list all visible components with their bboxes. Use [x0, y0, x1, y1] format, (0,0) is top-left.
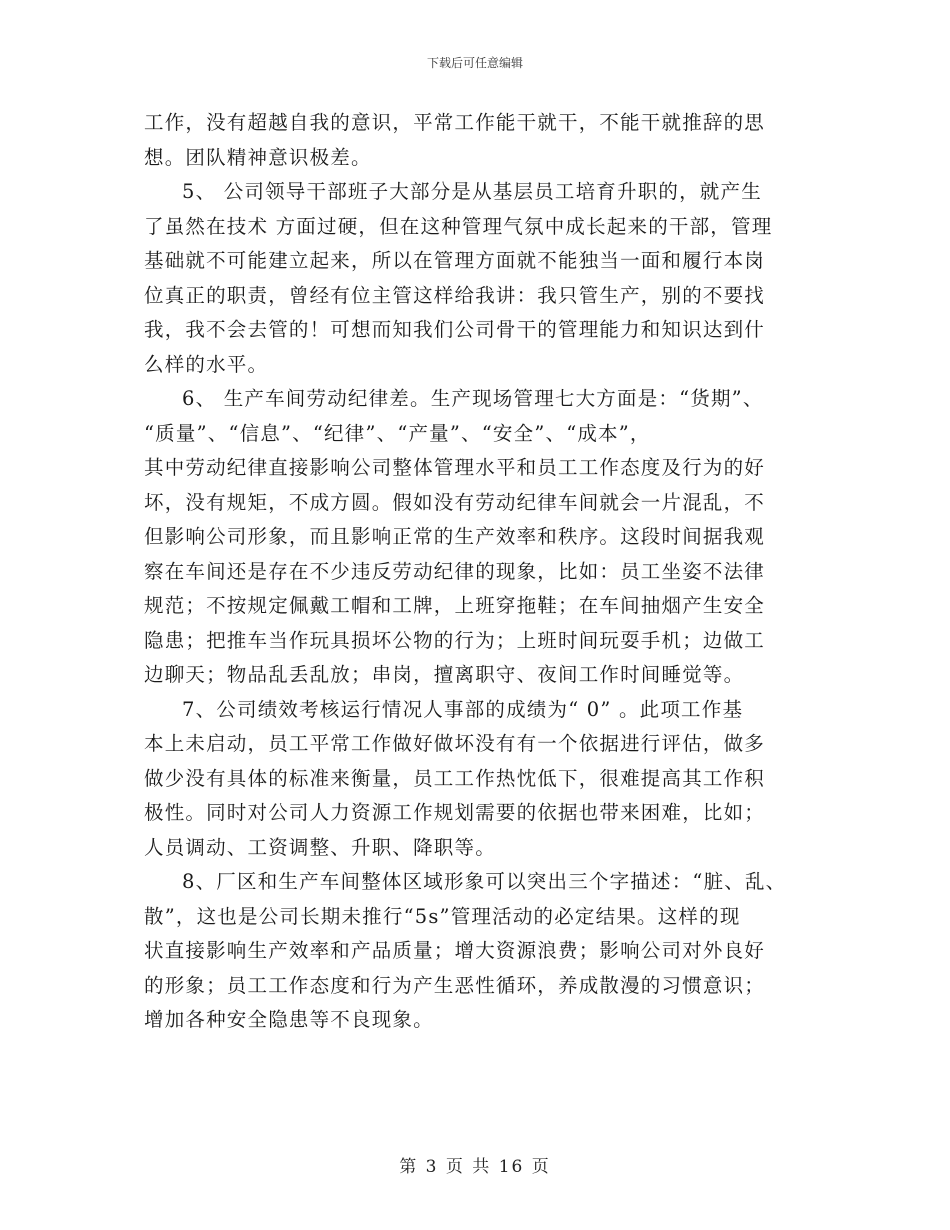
text-line: 么样的水平。	[144, 352, 269, 376]
text-line: 我，我不会去管的！可想而知我们公司骨干的管理能力和知识达到什	[144, 318, 766, 341]
text-line: 规范；不按规定佩戴工帽和工牌，上班穿拖鞋；在车间抽烟产生安全	[144, 594, 766, 617]
text-line: 状直接影响生产效率和产品质量；增大资源浪费；影响公司对外良好	[144, 939, 766, 962]
page-number-footer: 第 3 页 共 16 页	[399, 1157, 551, 1177]
text-line: 极性。同时对公司人力资源工作规划需要的依据也带来困难，比如；	[144, 801, 766, 824]
text-line: 7、公司绩效考核运行情况人事部的成绩为“ 0” 。此项工作基	[182, 697, 744, 721]
text-line: 的形象；员工工作态度和行为产生恶性循环，养成散漫的习惯意识；	[144, 973, 766, 997]
text-line: 但影响公司形象，而且影响正常的生产效率和秩序。这段时间据我观	[144, 525, 766, 548]
text-line: 6、 生产车间劳动纪律差。生产现场管理七大方面是：“货期”、	[182, 387, 764, 410]
text-line: 其中劳动纪律直接影响公司整体管理水平和员工工作态度及行为的好	[144, 456, 766, 479]
text-line: 本上未启动，员工平常工作做好做坏没有有一个依据进行评估，做多	[144, 732, 766, 755]
text-line: 察在车间还是存在不少违反劳动纪律的现象，比如：员工坐姿不法律	[144, 559, 766, 583]
text-line: 基础就不可能建立起来，所以在管理方面就不能独当一面和履行本岗	[144, 249, 766, 272]
text-line: 位真正的职责，曾经有位主管这样给我讲：我只管生产，别的不要找	[144, 283, 766, 307]
text-line: 增加各种安全隐患等不良现象。	[144, 1008, 434, 1031]
text-line: 8、厂区和生产车间整体区域形象可以突出三个字描述：“脏、乱、	[182, 870, 787, 893]
text-line: “质量”、“信息”、“纪律”、“产量”、“安全”、“成本”，	[144, 421, 651, 445]
text-line: 想。团队精神意识极差。	[144, 145, 372, 169]
text-line: 做少没有具体的标准来衡量，员工工作热忱低下，很难提高其工作积	[144, 766, 766, 790]
text-line: 隐患；把推车当作玩具损坏公物的行为；上班时间玩耍手机；边做工	[144, 628, 766, 652]
page-header: 下载后可任意编辑	[426, 56, 523, 70]
text-line: 坏，没有规矩，不成方圆。假如没有劳动纪律车间就会一片混乱，不	[144, 490, 766, 514]
text-line: 散”，这也是公司长期未推行“5s”管理活动的必定结果。这样的现	[144, 904, 741, 928]
document-body	[144, 106, 809, 1038]
text-line: 人员调动、工资调整、升职、降职等。	[144, 835, 496, 859]
text-line: 了虽然在技术 方面过硬，但在这种管理气氛中成长起来的干部，管理	[144, 214, 773, 238]
text-line: 边聊天；物品乱丢乱放；串岗，擅离职守、夜间工作时间睡觉等。	[144, 663, 745, 686]
text-line: 5、 公司领导干部班子大部分是从基层员工培育升职的，就产生	[182, 180, 762, 203]
text-line: 工作，没有超越自我的意识，平常工作能干就干，不能干就推辞的思	[144, 111, 766, 134]
